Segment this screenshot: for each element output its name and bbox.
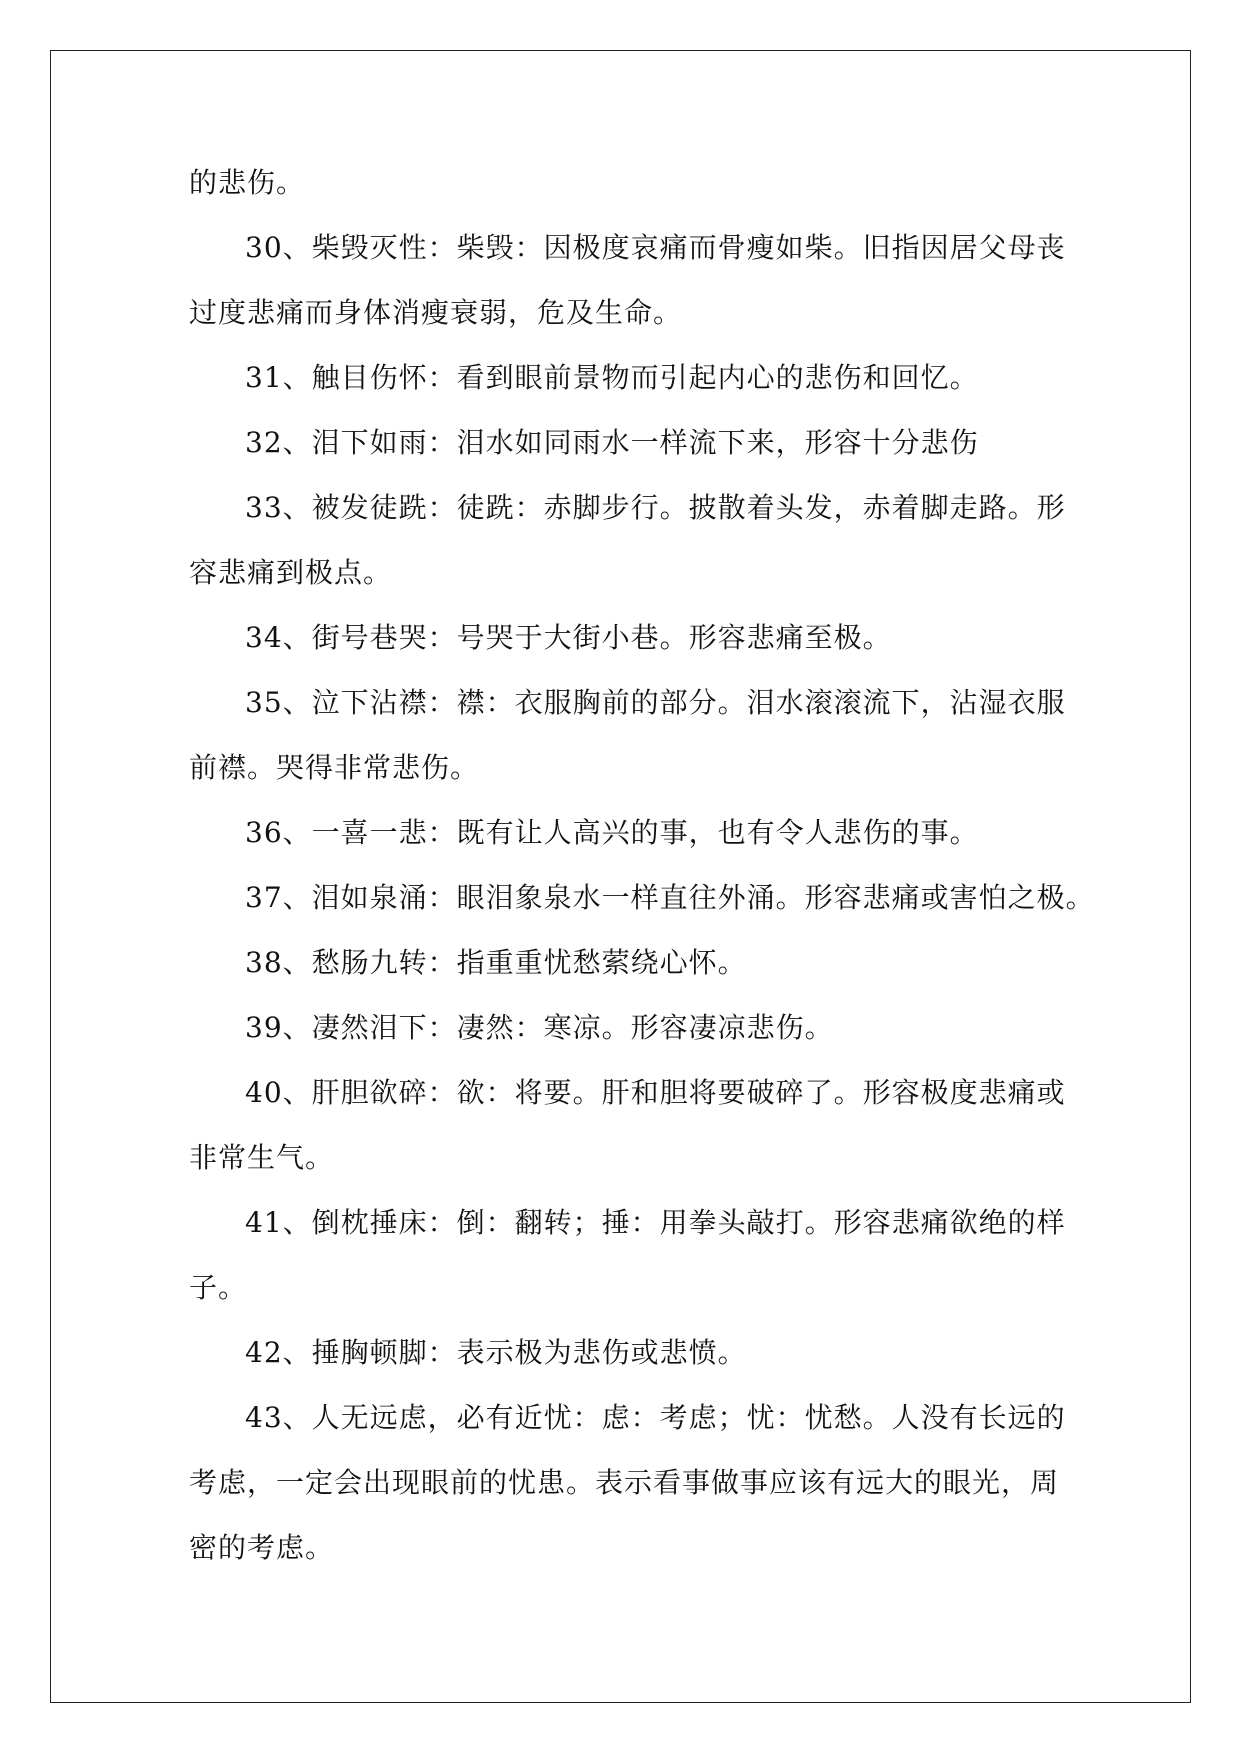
text-line: 考虑，一定会出现眼前的忧患。表示看事做事应该有远大的眼光，周 (189, 1466, 1060, 1499)
text-line: 41、倒枕捶床：倒：翻转；捶：用拳头敲打。形容悲痛欲绝的样 (245, 1206, 1066, 1239)
text-line: 非常生气。 (189, 1141, 335, 1174)
text-line: 38、愁肠九转：指重重忧愁萦绕心怀。 (245, 946, 747, 979)
text-line: 30、柴毁灭性：柴毁：因极度哀痛而骨瘦如柴。旧指因居父母丧 (245, 231, 1066, 264)
text-line: 容悲痛到极点。 (189, 556, 393, 589)
text-line: 43、人无远虑，必有近忧：虑：考虑；忧：忧愁。人没有长远的 (245, 1401, 1066, 1434)
text-line: 的悲伤。 (189, 166, 306, 199)
text-line: 过度悲痛而身体消瘦衰弱，危及生命。 (189, 296, 683, 329)
document-body (189, 150, 1095, 1580)
text-line: 42、捶胸顿脚：表示极为悲伤或悲愤。 (245, 1336, 747, 1369)
text-line: 31、触目伤怀：看到眼前景物而引起内心的悲伤和回忆。 (245, 361, 979, 394)
text-line: 37、泪如泉涌：眼泪象泉水一样直往外涌。形容悲痛或害怕之极。 (245, 881, 1095, 914)
text-line: 32、泪下如雨：泪水如同雨水一样流下来，形容十分悲伤 (245, 426, 979, 459)
text-line: 密的考虑。 (189, 1531, 335, 1564)
text-line: 35、泣下沾襟：襟：衣服胸前的部分。泪水滚滚流下，沾湿衣服 (245, 686, 1066, 719)
text-line: 子。 (189, 1271, 248, 1304)
text-line: 40、肝胆欲碎：欲：将要。肝和胆将要破碎了。形容极度悲痛或 (245, 1076, 1066, 1109)
text-line: 36、一喜一悲：既有让人高兴的事，也有令人悲伤的事。 (245, 816, 979, 849)
text-line: 33、被发徒跣：徒跣：赤脚步行。披散着头发，赤着脚走路。形 (245, 491, 1066, 524)
text-line: 39、凄然泪下：凄然：寒凉。形容凄凉悲伤。 (245, 1011, 834, 1044)
text-line: 34、街号巷哭：号哭于大街小巷。形容悲痛至极。 (245, 621, 892, 654)
text-line: 前襟。哭得非常悲伤。 (189, 751, 480, 784)
